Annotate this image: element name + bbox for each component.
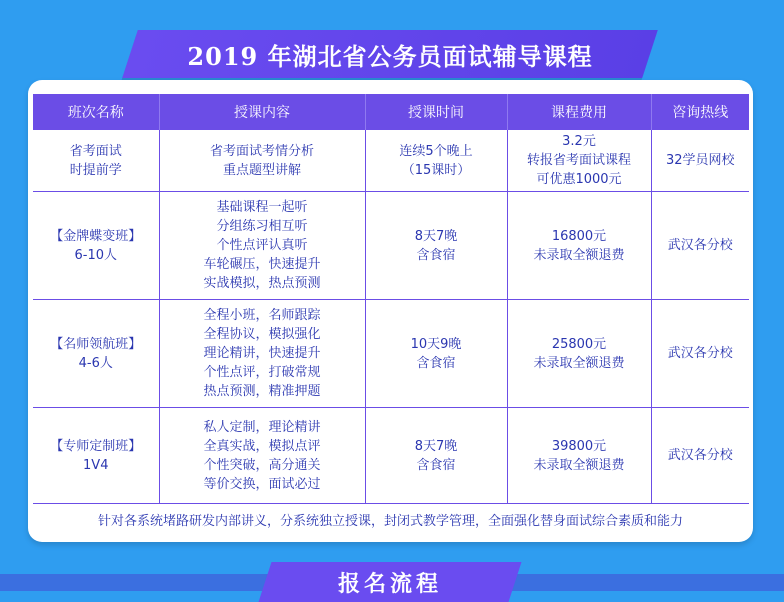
- header-hotline: 咨询热线: [651, 94, 749, 130]
- cell-time: [365, 192, 507, 300]
- text-line: 热点预测，精准押题: [203, 384, 321, 399]
- table-footer-note: 针对各系统堵路研发内部讲义，分系统独立授课，封闭式教学管理，全面强化替身面试综合素质和能力: [97, 514, 683, 529]
- cell-content: [159, 192, 365, 300]
- text-line: 8天7晚: [414, 438, 458, 454]
- cell-hotline: [651, 130, 749, 192]
- text-line: 武汉各分校: [667, 346, 733, 361]
- cell-fee: [507, 300, 651, 408]
- text-line: 未录取全额退费: [533, 457, 625, 473]
- text-line: 全程小班，名师跟踪: [203, 308, 321, 323]
- text-line: 省考面试: [69, 143, 122, 159]
- text-line: 未录取全额退费: [533, 355, 625, 371]
- text-line: 含食宿: [416, 355, 456, 371]
- text-line: 分组练习相互听: [216, 219, 308, 234]
- cell-class-name: [33, 300, 159, 408]
- text-line: 武汉各分校: [667, 448, 733, 463]
- text-line: 理论精讲，快速提升: [203, 346, 321, 361]
- text-line: 省考面试考情分析: [209, 143, 314, 159]
- table-row: [33, 192, 749, 300]
- text-line: 私人定制，理论精讲: [203, 419, 321, 435]
- cell-class-name: [33, 408, 159, 504]
- text-line: 39800元: [551, 438, 607, 454]
- text-line: 25800元: [551, 336, 607, 352]
- table-row: [33, 408, 749, 504]
- text-line: 10天9晚: [410, 336, 462, 352]
- text-line: 连续5个晚上: [399, 143, 473, 159]
- cell-hotline: [651, 192, 749, 300]
- text-line: 个性突破，高分通关: [203, 457, 321, 473]
- text-line: 1V4: [83, 457, 109, 473]
- text-line: 【名师领航班】: [50, 336, 142, 352]
- text-line: 【专师定制班】: [50, 438, 142, 454]
- table-row: [33, 130, 749, 192]
- text-line: 未录取全额退费: [533, 247, 625, 263]
- text-line: 个性点评，打破常规: [203, 365, 321, 380]
- cell-content: [159, 130, 365, 192]
- text-line: 【金牌蝶变班】: [50, 228, 142, 244]
- text-line: 个性点评认真听: [216, 238, 308, 253]
- text-line: 时提前学: [69, 162, 122, 178]
- text-line: 武汉各分校: [667, 238, 733, 253]
- text-line: 可优惠1000元: [536, 172, 622, 187]
- course-table: [33, 94, 749, 504]
- course-table-card: [28, 80, 753, 542]
- text-line: 等价交换，面试必过: [203, 476, 321, 492]
- header-time: 授课时间: [365, 94, 507, 130]
- table-row: [33, 300, 749, 408]
- cell-class-name: [33, 130, 159, 192]
- header-fee: 课程费用: [507, 94, 651, 130]
- text-line: 32学员网校: [665, 153, 735, 168]
- cell-fee: [507, 130, 651, 192]
- page-title: 2019 年湖北省公务员面试辅导课程: [187, 41, 593, 71]
- text-line: （15课时）: [401, 162, 471, 178]
- section-title: 报名流程: [337, 571, 442, 597]
- cell-fee: [507, 408, 651, 504]
- header-class-name: 班次名称: [33, 94, 159, 130]
- table-header-row: [33, 94, 749, 130]
- text-line: 4-6人: [78, 355, 113, 371]
- text-line: 车轮碾压，快速提升: [203, 257, 321, 272]
- text-line: 含食宿: [416, 457, 456, 473]
- text-line: 6-10人: [74, 247, 117, 263]
- cell-time: [365, 408, 507, 504]
- cell-hotline: [651, 300, 749, 408]
- text-line: 16800元: [551, 228, 607, 244]
- text-line: 含食宿: [416, 247, 456, 263]
- cell-class-name: [33, 192, 159, 300]
- text-line: 全程协议，模拟强化: [203, 327, 321, 342]
- cell-content: [159, 408, 365, 504]
- cell-hotline: [651, 408, 749, 504]
- text-line: 实战模拟，热点预测: [203, 276, 321, 291]
- cell-time: [365, 300, 507, 408]
- text-line: 基础课程一起听: [216, 200, 308, 215]
- cell-content: [159, 300, 365, 408]
- text-line: 转报省考面试课程: [526, 153, 631, 168]
- cell-fee: [507, 192, 651, 300]
- text-line: 3.2元: [562, 134, 596, 149]
- text-line: 重点题型讲解: [222, 162, 301, 178]
- cell-time: [365, 130, 507, 192]
- text-line: 全真实战，模拟点评: [203, 438, 321, 454]
- text-line: 8天7晚: [414, 228, 458, 244]
- header-content: 授课内容: [159, 94, 365, 130]
